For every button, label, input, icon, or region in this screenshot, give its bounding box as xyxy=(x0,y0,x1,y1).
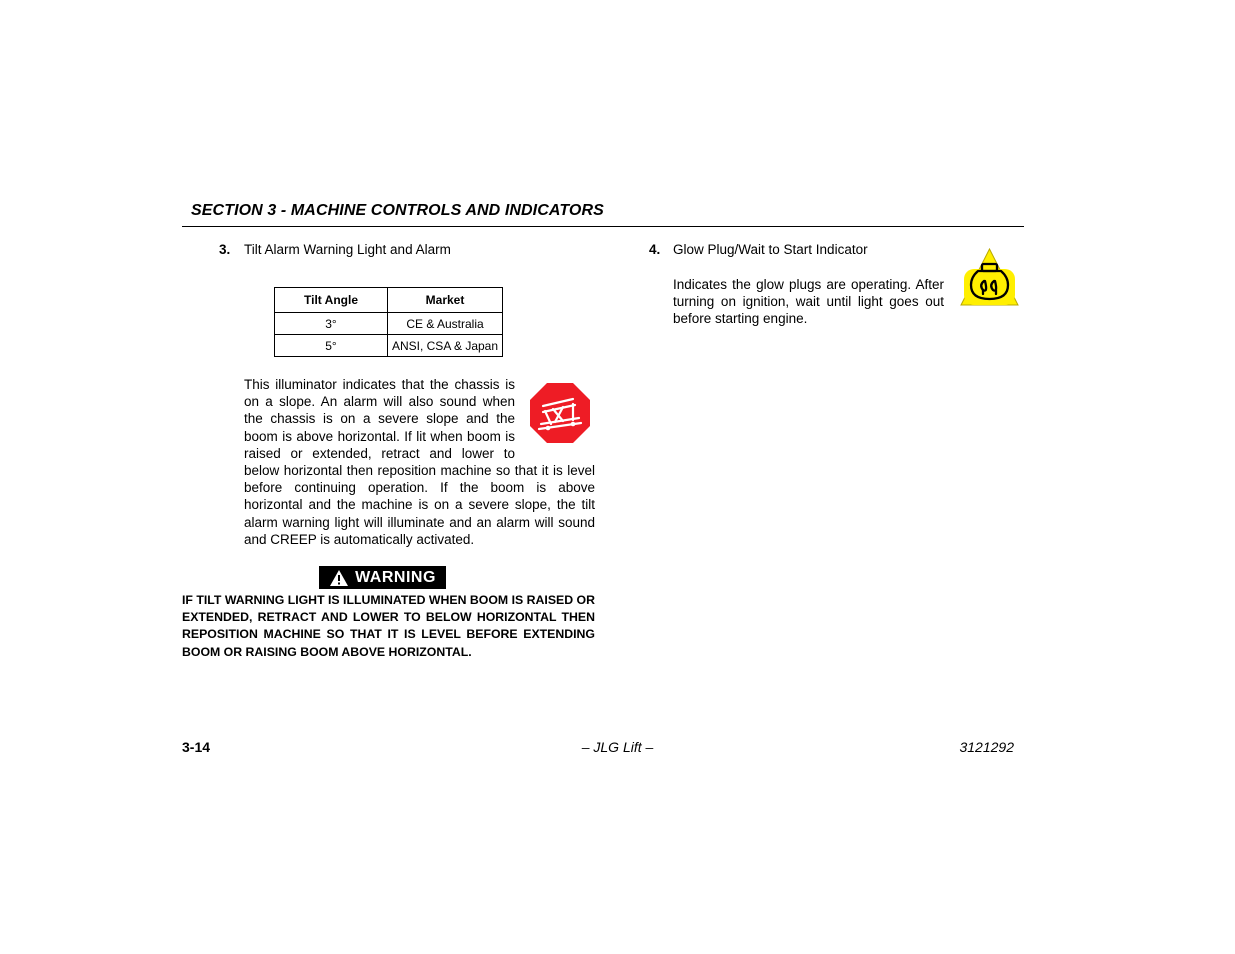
item-3-number: 3. xyxy=(219,242,231,257)
item-4-heading: Glow Plug/Wait to Start Indicator xyxy=(673,242,868,257)
page-number: 3-14 xyxy=(182,739,211,755)
table-header-market: Market xyxy=(388,288,503,313)
table-cell: 3° xyxy=(275,313,388,335)
item-4-number: 4. xyxy=(649,242,661,257)
warning-triangle-icon xyxy=(329,569,349,587)
table-header-tilt-angle: Tilt Angle xyxy=(275,288,388,313)
item-3-heading: Tilt Alarm Warning Light and Alarm xyxy=(244,242,451,257)
table-row xyxy=(275,335,503,357)
item-3-description: This illuminator indicates that the chassis is on a slope. An alarm will also sound when the chassis is on a severe slope and the boom is above horizontal. If lit when boom is raised or extended, retract and lower to below horizontal then reposition machine so that it is level before continuing operation. If the boom is above horizontal and the machine is on a severe slope, the tilt alarm warning light will illuminate and an alarm will sound and CREEP is automatically activated. xyxy=(244,377,595,547)
warning-banner xyxy=(319,566,446,589)
table-row xyxy=(275,313,503,335)
warning-text: IF TILT WARNING LIGHT IS ILLUMINATED WHEN BOOM IS RAISED OR EXTENDED, RETRACT AND LOWER TO BELOW HORIZONTAL THEN REPOSITION MACHINE SO THAT IT IS LEVEL BEFORE EXTENDING BOOM OR RAISING BOOM ABOVE HORIZONTAL. xyxy=(182,593,595,659)
table-cell: ANSI, CSA & Japan xyxy=(388,335,503,357)
document-number: 3121292 xyxy=(959,739,1014,755)
table-cell: CE & Australia xyxy=(388,313,503,335)
tilt-angle-table xyxy=(274,287,503,357)
table-header-row xyxy=(275,288,503,313)
glow-plug-icon xyxy=(959,247,1020,309)
item-4-description xyxy=(673,276,944,328)
item-4-description-text: Indicates the glow plugs are operating. After turning on ignition, wait until light goes out before starting engine. xyxy=(673,277,944,327)
warning-label: WARNING xyxy=(355,568,436,586)
table-cell: 5° xyxy=(275,335,388,357)
tilt-alarm-icon xyxy=(529,382,591,444)
header-rule xyxy=(182,226,1024,227)
section-title: SECTION 3 - MACHINE CONTROLS AND INDICATORS xyxy=(191,202,604,219)
footer-title: – JLG Lift – xyxy=(581,739,654,755)
